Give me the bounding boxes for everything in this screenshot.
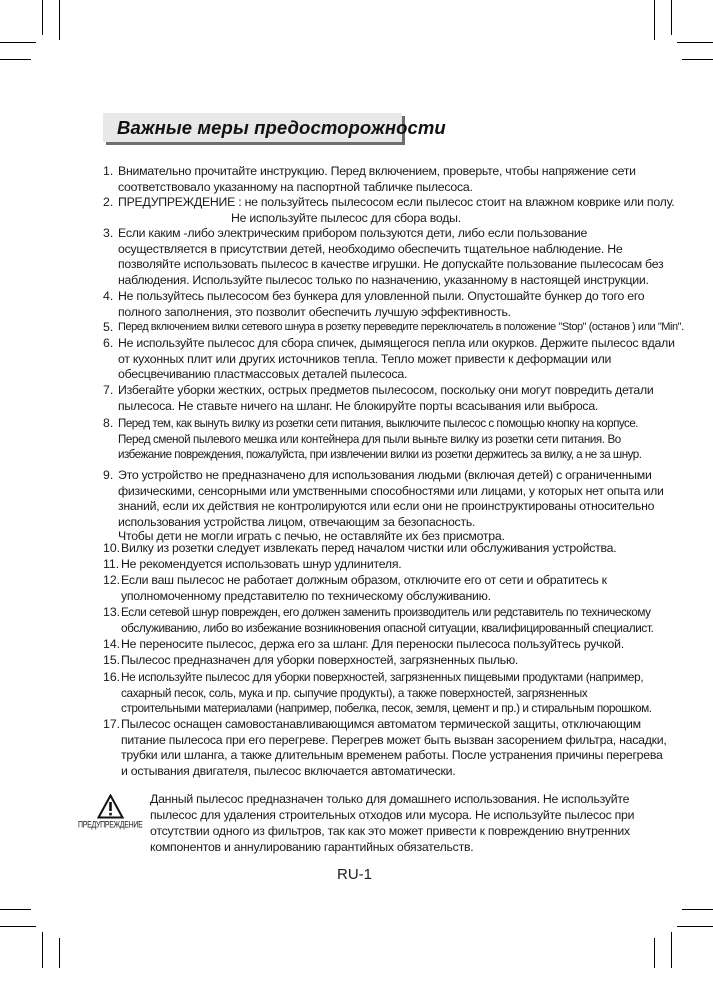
precaution-item-12 — [103, 573, 623, 604]
item-text: строительными материалами (например, побелка, песок, земля, цемент и пр.) и стиральным порошком. — [121, 701, 652, 716]
precaution-item-17 — [103, 717, 667, 779]
item-text: Внимательно прочитайте инструкцию. Перед включением, проверьте, чтобы напряжение сети — [118, 164, 636, 178]
item-text: от кухонных плит или других источников тепла. Тепло может привести к деформации или — [118, 351, 612, 366]
item-number: 1. — [103, 164, 114, 178]
item-text: Не используйте пылесос для сбора спичек, дымящегося пепла или окурков. Держите пылесос вдали — [118, 336, 675, 350]
item-number: 9. — [103, 468, 114, 482]
crop-mark — [0, 42, 36, 43]
item-text: сахарный песок, соль, мука и пр. сыпучие продукты), а также поверхностей, загрязненных — [121, 685, 588, 700]
precaution-item-2 — [103, 195, 675, 226]
item-text: Перед включением вилки сетевого шнура в розетку переведите переключатель в положение "Stop" (останов ) или "Min". — [118, 321, 684, 333]
item-text: Если каким -либо электрическим прибором пользуются дети, либо если пользование — [118, 226, 588, 240]
item-number: 13. — [103, 605, 121, 619]
crop-mark — [682, 909, 713, 910]
crop-mark — [682, 59, 713, 60]
crop-mark — [42, 0, 43, 35]
item-number: 3. — [103, 226, 114, 240]
item-text: Вилку из розетки следует извлекать перед началом чистки или обслуживания устройства. — [121, 541, 617, 555]
precaution-item-6 — [103, 336, 675, 383]
item-text: физическими, сенсорными или умственными способностями или лицами, у которых нет опыта или — [118, 483, 664, 498]
crop-mark — [654, 0, 655, 40]
crop-mark — [677, 926, 713, 927]
item-text: Пылесос предназначен для уборки поверхностей, загрязненных пылью. — [121, 653, 519, 667]
item-text: позволяйте использовать пылесос в качестве игрушки. Не допускайте пользование пылесосам без — [118, 257, 664, 272]
item-text: Не используйте пылесос для уборки поверхностей, загрязненных пищевыми продуктами (например, — [121, 670, 644, 684]
item-number: 7. — [103, 383, 114, 397]
crop-mark — [671, 932, 672, 968]
crop-mark — [677, 42, 713, 43]
item-text: Не используйте пылесос для сбора воды. — [231, 210, 461, 225]
precaution-item-10 — [103, 541, 623, 557]
item-number: 15. — [103, 653, 121, 667]
warning-text — [150, 791, 634, 855]
item-text: обесцвечиванию пластмассовых деталей пылесоса. — [118, 367, 408, 382]
item-text: осуществляется в присутствии детей, необходимо обеспечить тщательное наблюдение. Не — [118, 241, 623, 256]
crop-mark — [59, 0, 60, 40]
item-text: Избегайте уборки жестких, острых предметов пылесосом, поскольку они могут повредить детали — [118, 383, 654, 397]
item-text: Чтобы дети не могли играть с печью, не оставляйте их без присмотра. — [118, 529, 505, 544]
item-text: наблюдения. Используйте пылесос только по назначению, указанному в настоящей инструкции. — [118, 272, 649, 287]
item-number: 8. — [103, 416, 114, 430]
item-text: соответствовало указанному на паспортной табличке пылесоса. — [118, 179, 473, 194]
precaution-item-14 — [103, 637, 623, 653]
item-text: Если сетевой шнур поврежден, его должен заменить производитель или редставитель по техническому — [121, 605, 651, 619]
item-text: пылесоса. Не ставьте ничего на шланг. Не блокируйте порты всасывания или выброса. — [118, 398, 599, 413]
warning-text-line: Данный пылесос предназначен только для домашнего использования. Не используйте — [150, 792, 630, 806]
item-text: и остывания двигателя, пылесос включается автоматически. — [121, 763, 456, 778]
item-text: Не пользуйтесь пылесосом без бункера для уловленной пыли. Опустошайте бункер до того его — [118, 289, 645, 303]
crop-mark — [0, 926, 36, 927]
precaution-item-11 — [103, 557, 623, 573]
item-number: 10. — [103, 541, 121, 555]
warning-label: ПРЕДУПРЕЖДЕНИЕ — [78, 821, 143, 831]
precaution-item-7 — [103, 383, 654, 414]
section-title-box — [103, 113, 446, 142]
item-text: знаний, если их действия не контролируются или если они не проинструктированы относительно — [118, 499, 655, 514]
item-number: 6. — [103, 336, 114, 350]
precaution-item-15 — [103, 653, 623, 669]
item-number: 16. — [103, 670, 121, 684]
item-text: трубки или шланга, а также длительным временем работы. После устранения причины перегрева — [121, 748, 663, 763]
crop-mark — [654, 938, 655, 968]
item-text: использования устройства лицом, отвечающим за безопасность. — [118, 514, 476, 529]
item-text: уполномоченному представителю по техническому обслуживанию. — [121, 588, 491, 603]
item-text: Это устройство не предназначено для использования людьми (включая детей) с ограниченными — [118, 468, 652, 482]
warning-triangle-icon — [97, 794, 124, 819]
crop-mark — [0, 909, 31, 910]
item-number: 12. — [103, 573, 121, 587]
precaution-item-13 — [103, 605, 654, 636]
precaution-item-1 — [103, 164, 636, 195]
warning-text-line: пылесос для удаления строительных отходов или мусора. Не используйте пылесос при — [150, 808, 635, 822]
item-text: Если ваш пылесос не работает должным образом, отключите его от сети и обратитесь к — [121, 573, 607, 587]
item-text: ПРЕДУПРЕЖДЕНИЕ : не пользуйтесь пылесосом если пылесос стоит на влажном коврике или полу. — [118, 195, 675, 209]
precaution-item-5 — [103, 320, 684, 336]
page-title: Важные меры предосторожности — [117, 117, 446, 138]
item-text: избежание повреждения, пожалуйста, при извлечении вилки из розетки держитесь за вилку, а не за шнур. — [118, 448, 642, 462]
page-number: RU-1 — [337, 866, 373, 883]
item-text: обслуживанию, либо во избежание возникновения опасной ситуации, квалифицированный специалист. — [121, 620, 654, 635]
crop-mark — [59, 938, 60, 968]
precaution-item-9 — [103, 468, 664, 544]
crop-mark — [42, 932, 43, 968]
item-number: 5. — [103, 320, 114, 334]
item-text: Перед сменой пылевого мешка или контейнера для пыли выньте вилку из розетки сети питания. Во — [118, 432, 621, 446]
item-text: питание пылесоса при его перегреве. Перегрев может быть вызван засорением фильтра, насадки, — [121, 732, 667, 747]
warning-text-line: отсутствии одного из фильтров, так как это может привести к повреждению внутренних — [150, 824, 630, 838]
item-number: 2. — [103, 195, 114, 209]
precaution-item-8 — [103, 416, 642, 463]
crop-mark — [0, 59, 31, 60]
item-text: полного заполнения, это позволит обеспечить лучшую эффективность. — [118, 304, 511, 319]
item-number: 17. — [103, 717, 121, 731]
item-number: 14. — [103, 637, 121, 651]
precaution-item-16 — [103, 670, 652, 717]
item-text: Не переносите пылесос, держа его за шланг. Для переноски пылесоса пользуйтесь ручкой. — [121, 637, 624, 651]
item-text: Пылесос оснащен самовостанавливающимся автоматом термической защиты, отключающим — [121, 717, 641, 731]
item-number: 4. — [103, 289, 114, 303]
crop-mark — [671, 0, 672, 35]
precaution-item-3 — [103, 226, 664, 288]
item-text: Не рекомендуется использовать шнур удлинителя. — [121, 557, 402, 571]
item-number: 11. — [103, 557, 120, 571]
item-text: Перед тем, как вынуть вилку из розетки сети питания, выключите пылесос с помощью кнопку на корпусе. — [118, 417, 638, 430]
precaution-item-4 — [103, 289, 645, 320]
warning-text-line: компонентов и аннулированию гарантийных обязательств. — [150, 840, 474, 854]
